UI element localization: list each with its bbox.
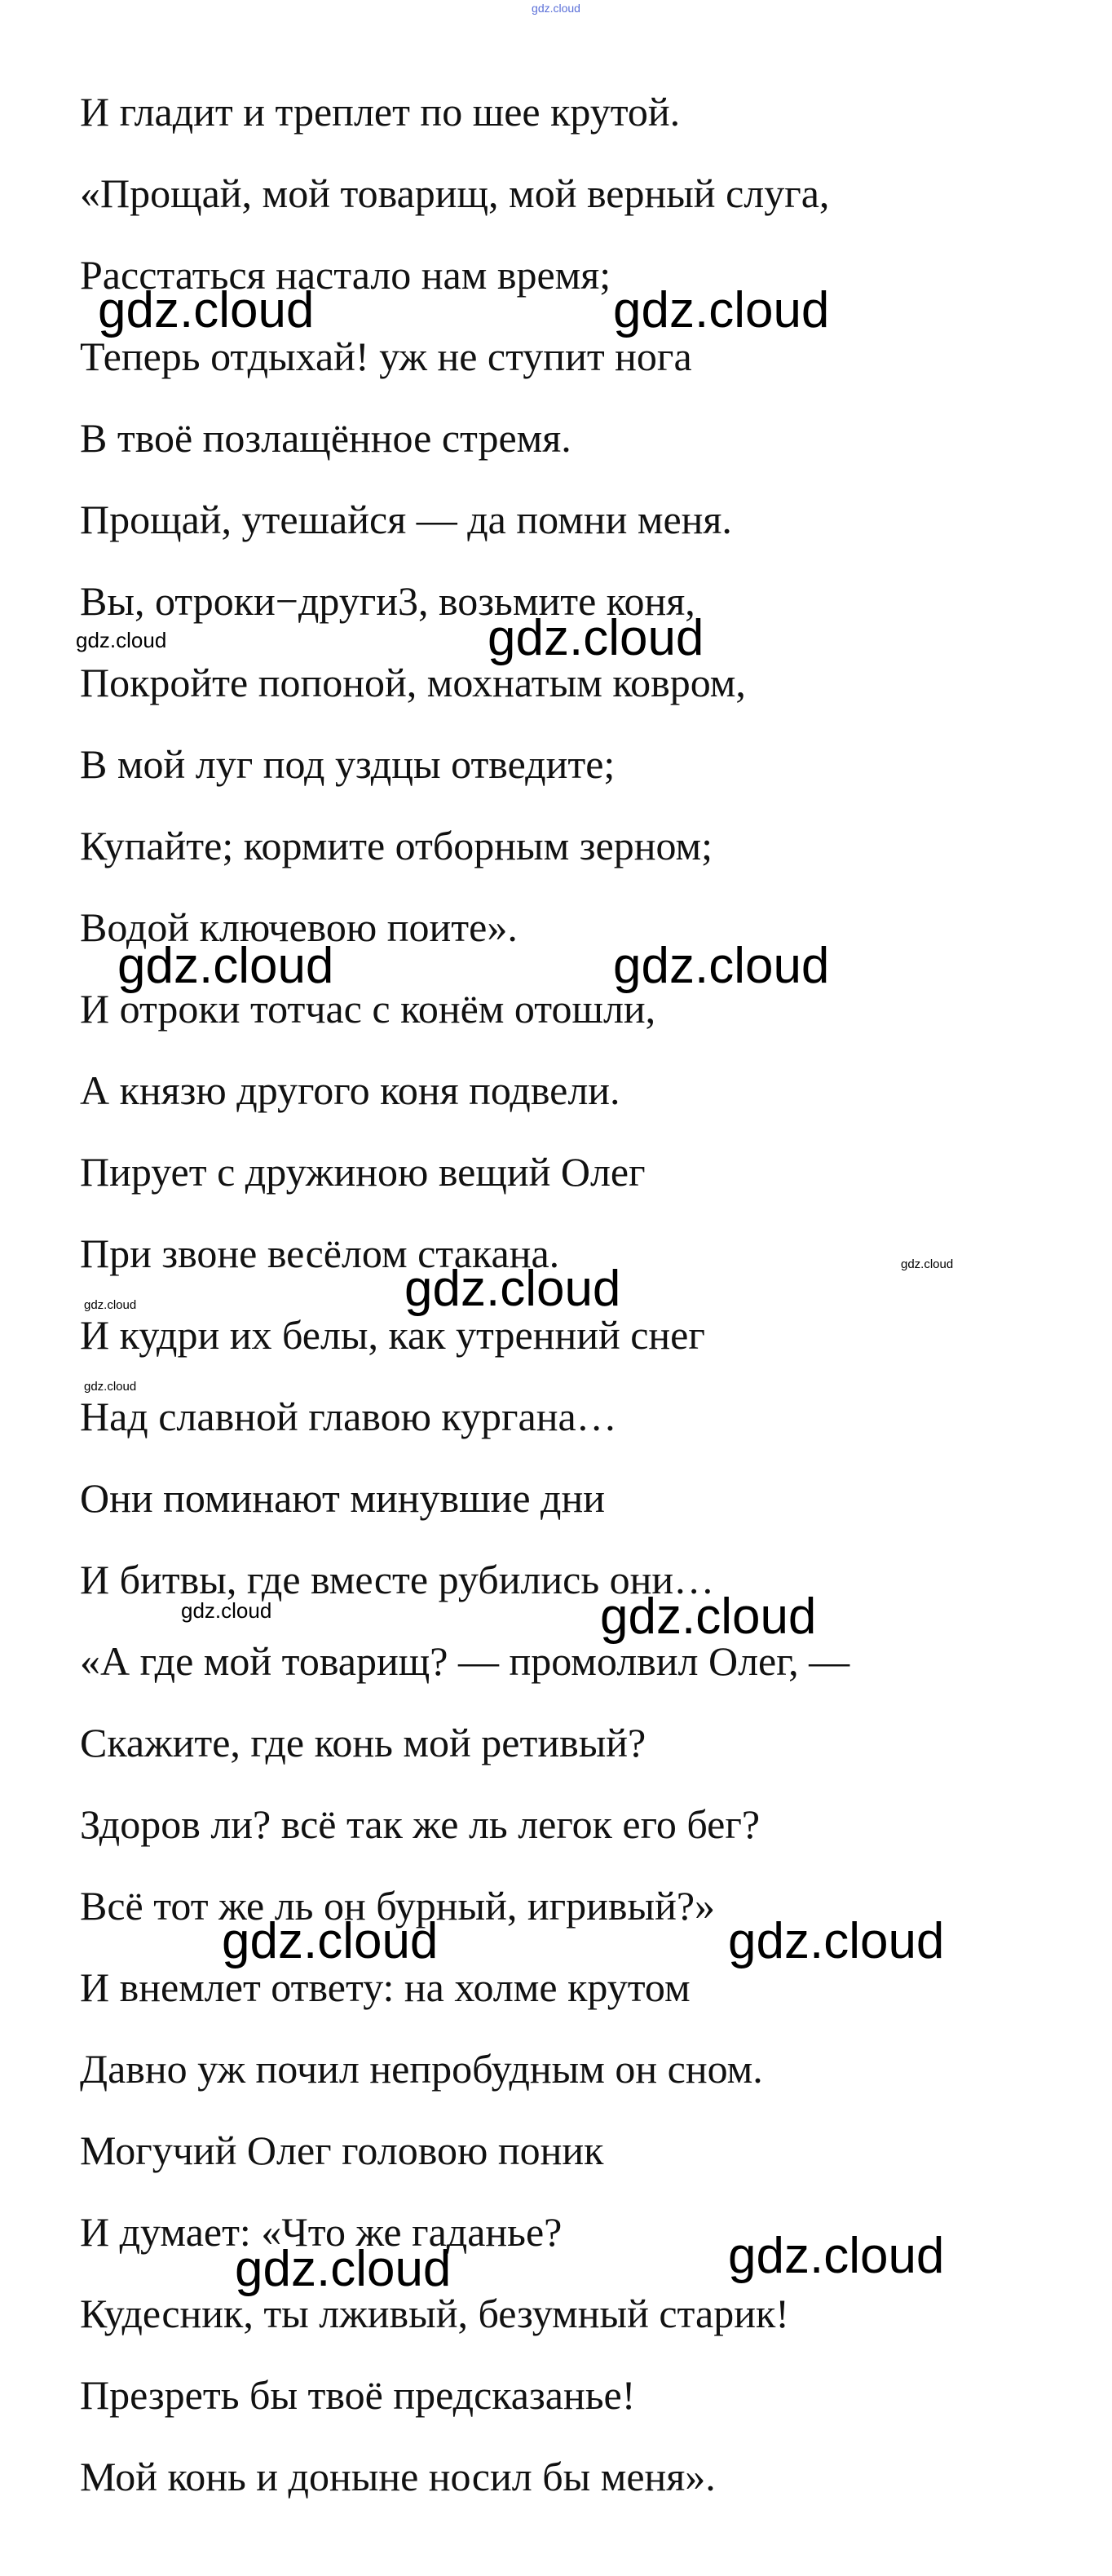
watermark: gdz.cloud	[901, 1257, 954, 1271]
watermark: gdz.cloud	[84, 1298, 137, 1312]
watermark: gdz.cloud	[488, 610, 704, 666]
watermark: gdz.cloud	[404, 1261, 621, 1317]
poem-line: Мой конь и доныне носил бы меня».	[80, 2454, 716, 2499]
poem-line: Здоров ли? всё так же ль легок его бег?	[80, 1801, 761, 1847]
watermark: gdz.cloud	[600, 1588, 817, 1645]
poem-line: Скажите, где конь мой ретивый?	[80, 1720, 646, 1765]
poem-line: И внемлет ответу: на холме крутом	[80, 1964, 691, 2010]
poem-line: Теперь отдыхай! уж не ступит нога	[80, 334, 692, 379]
watermark: gdz.cloud	[84, 1380, 137, 1394]
watermark: gdz.cloud	[181, 1598, 272, 1623]
poem-line: В мой луг под уздцы отведите;	[80, 741, 616, 787]
poem-line: И отроки тотчас с конём отошли,	[80, 986, 656, 1032]
watermark: gdz.cloud	[613, 282, 830, 338]
watermark: gdz.cloud	[117, 938, 334, 994]
poem-line: Всё тот же ль он бурный, игривый?»	[80, 1883, 716, 1929]
poem-line: И битвы, где вместе рубились они…	[80, 1557, 715, 1602]
poem-line: Презреть бы твоё предсказанье!	[80, 2372, 636, 2418]
poem-line: Покройте попоной, мохнатым ковром,	[80, 660, 746, 705]
poem-line: А князю другого коня подвели.	[80, 1067, 620, 1113]
poem-line: Могучий Олег головою поник	[80, 2128, 604, 2173]
poem-line: Давно уж почил непробудным он сном.	[80, 2046, 763, 2092]
poem-line: «Прощай, мой товарищ, мой верный слуга,	[80, 170, 830, 216]
poem-line: В твоё позлащённое стремя.	[80, 415, 571, 461]
poem-line: Расстаться настало нам время;	[80, 252, 611, 298]
watermark: gdz.cloud	[728, 1913, 945, 1969]
poem-line: Водой ключевою поите».	[80, 904, 518, 950]
poem-line: При звоне весёлом стакана.	[80, 1231, 560, 1276]
poem-line: Пирует с дружиною вещий Олег	[80, 1149, 646, 1195]
watermark: gdz.cloud	[98, 282, 315, 338]
watermark: gdz.cloud	[76, 628, 167, 652]
watermark: gdz.cloud	[728, 2228, 945, 2284]
poem-line: Кудесник, ты лживый, безумный старик!	[80, 2291, 789, 2336]
watermark: gdz.cloud	[235, 2241, 452, 2297]
site-watermark-top: gdz.cloud	[532, 2, 580, 15]
poem-line: Над славной главою кургана…	[80, 1394, 617, 1439]
watermark: gdz.cloud	[222, 1913, 439, 1969]
poem-line: И гладит и треплет по шее крутой.	[80, 89, 681, 135]
poem-line: Прощай, утешайся — да помни меня.	[80, 497, 732, 542]
poem-line: «А где мой товарищ? — промолвил Олег, —	[80, 1638, 850, 1684]
poem-line: Купайте; кормите отборным зерном;	[80, 823, 713, 868]
poem-line: Они поминают минувшие дни	[80, 1475, 605, 1521]
poem-line: Вы, отроки−други3, возьмите коня,	[80, 578, 695, 624]
poem-line: И кудри их белы, как утренний снег	[80, 1312, 705, 1358]
watermark: gdz.cloud	[613, 938, 830, 994]
poem-line: И думает: «Что же гаданье?	[80, 2209, 563, 2255]
